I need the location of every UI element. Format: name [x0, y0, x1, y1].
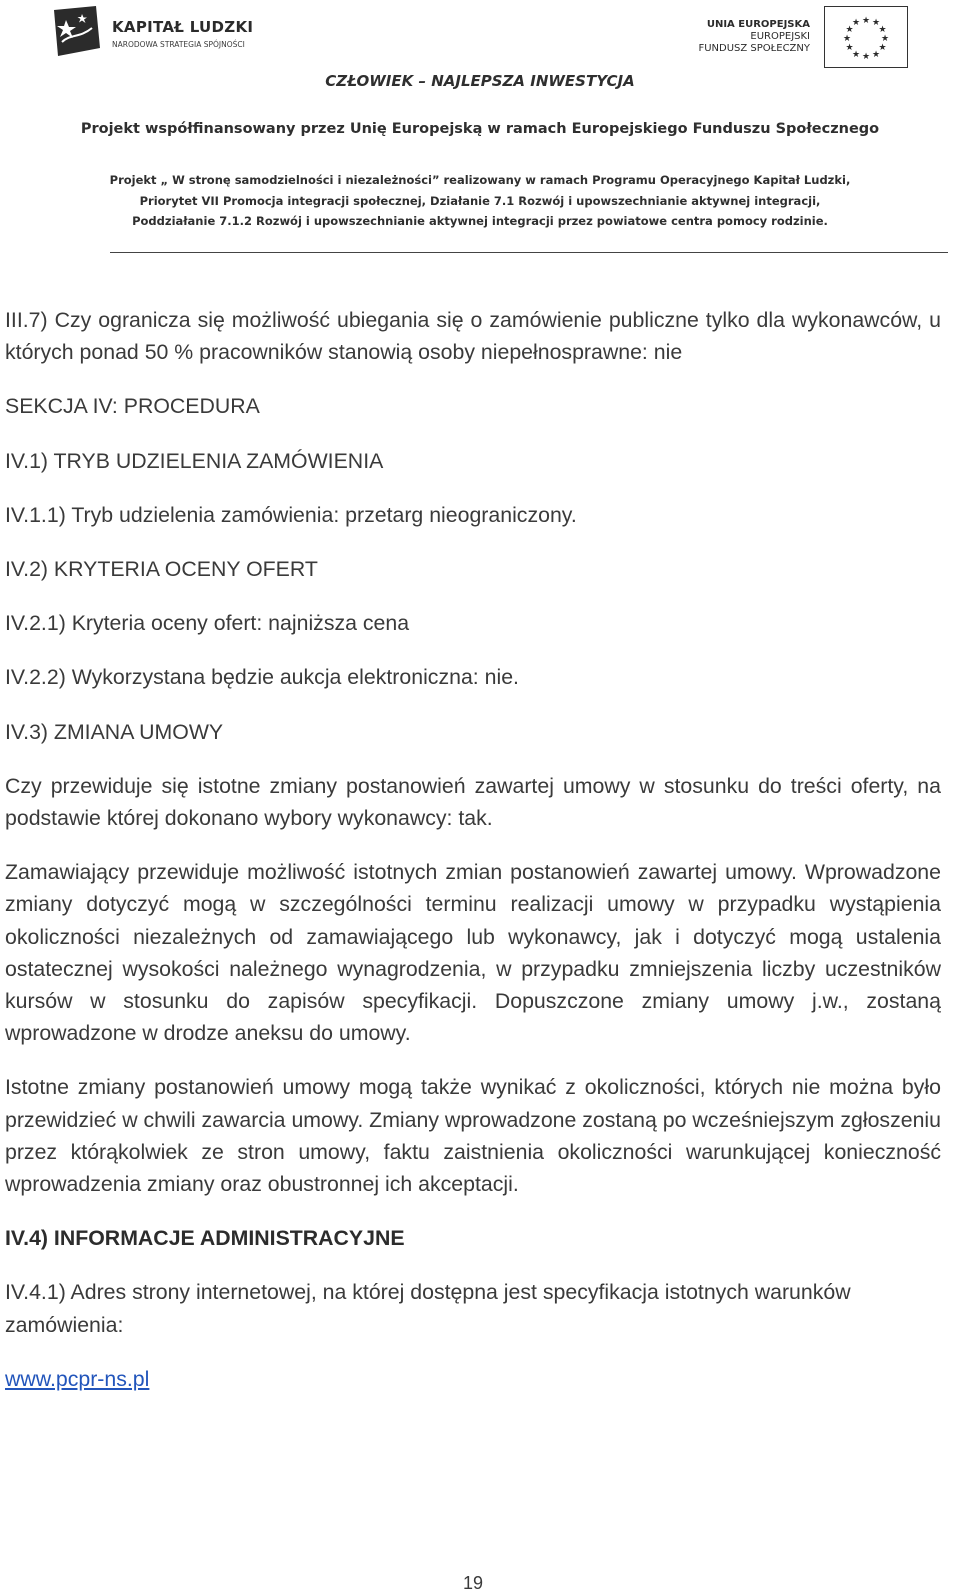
- svg-text:★: ★: [845, 25, 854, 35]
- header-project-details: [0, 170, 960, 232]
- heading-iv-2: IV.2) KRYTERIA OCENY OFERT: [5, 557, 318, 582]
- header-motto: CZŁOWIEK – NAJLEPSZA INWESTYCJA: [325, 72, 635, 90]
- eu-line-3: FUNDUSZ SPOŁECZNY: [698, 43, 810, 54]
- item-iv-1-1: IV.1.1) Tryb udzielenia zamówienia: przetarg nieograniczony.: [5, 502, 577, 527]
- svg-text:★: ★: [861, 16, 871, 26]
- heading-iv-1: IV.1) TRYB UDZIELENIA ZAMÓWIENIA: [5, 448, 384, 473]
- svg-text:★: ★: [880, 34, 890, 44]
- svg-text:★: ★: [871, 18, 881, 28]
- header-detail-line: Priorytet VII Promocja integracji społecznej, Działanie 7.1 Rozwój i upowszechnianie aktywnej integracji,: [139, 193, 821, 208]
- document-header: [0, 0, 960, 262]
- svg-text:★: ★: [878, 25, 887, 35]
- header-project-line: Projekt współfinansowany przez Unię Europejską w ramach Europejskiego Funduszu Społecznego: [80, 121, 880, 137]
- paragraph-change-conditions: Zamawiający przewiduje możliwość istotnych zmian postanowień zawartej umowy. Wprowadzone zmiany dotyczyć mogą w szczególności terminu realizacji umowy w przypadku wystąpienia okoliczności niezależnych od zamawiającego lub wykonawcy, jak i dotyczyć mogą ustalenia ostatecznej wysokości należnego wynagrodzenia, w przypadku zmniejszenia liczby uczestników kursów w stosunku do zapisów specyfikacji. Dopuszczone zmiany umowy j.w., zostaną wprowadzone w drodze aneksu do umowy.: [5, 860, 941, 1046]
- header-divider: [110, 252, 948, 253]
- kapital-ludzki-title: KAPITAŁ LUDZKI: [112, 18, 254, 36]
- svg-text:★: ★: [861, 52, 871, 62]
- header-detail-line: Poddziałanie 7.1.2 Rozwój i upowszechnianie aktywnej integracji przez powiatowe centra pomocy rodzinie.: [132, 214, 828, 228]
- svg-text:★: ★: [842, 34, 852, 44]
- svg-text:★: ★: [845, 43, 854, 53]
- heading-iv-4: IV.4) INFORMACJE ADMINISTRACYJNE: [5, 1226, 405, 1251]
- paragraph-change-question: Czy przewiduje się istotne zmiany postanowień zawartej umowy w stosunku do treści oferty, na podstawie której dokonano wybory wykonawcy: tak.: [5, 773, 941, 831]
- section-heading: SEKCJA IV: PROCEDURA: [5, 394, 260, 419]
- kapital-ludzki-logo: [52, 4, 282, 58]
- paragraph-change-circumstances: Istotne zmiany postanowień umowy mogą także wynikać z okoliczności, których nie można było przewidzieć w chwili zawarcia umowy. Zmiany wprowadzone zostaną po wcześniejszym zgłoszeniu przez którąkolwiek ze stron umowy, faktu zaistnienia okoliczności warunkującej konieczność wprowadzenia zmiany oraz obustronnej ich akceptacji.: [5, 1075, 941, 1197]
- document-body: [5, 304, 941, 1395]
- item-iv-2-1: IV.2.1) Kryteria oceny ofert: najniższa cena: [5, 611, 410, 636]
- page-number: 19: [462, 1573, 484, 1593]
- svg-text:★: ★: [878, 43, 887, 53]
- kapital-ludzki-subtitle: NARODOWA STRATEGIA SPÓJNOŚCI: [112, 40, 245, 49]
- specification-url-link[interactable]: www.pcpr-ns.pl: [5, 1366, 150, 1391]
- svg-text:★: ★: [871, 50, 881, 60]
- svg-text:★: ★: [851, 50, 861, 60]
- svg-text:★: ★: [851, 18, 861, 28]
- heading-iv-3: IV.3) ZMIANA UMOWY: [5, 719, 224, 744]
- eu-logo: [690, 4, 910, 70]
- header-detail-line: Projekt „ W stronę samodzielności i niezależności” realizowany w ramach Programu Operacyjnego Kapitał Ludzki,: [109, 173, 851, 187]
- item-iv-2-2: IV.2.2) Wykorzystana będzie aukcja elektroniczna: nie.: [5, 665, 519, 690]
- eu-flag-icon: [824, 6, 908, 68]
- eu-line-2: EUROPEJSKI: [750, 31, 810, 42]
- kapital-ludzki-emblem-icon: [52, 4, 102, 58]
- paragraph-iii-7: III.7) Czy ogranicza się możliwość ubiegania się o zamówienie publiczne tylko dla wykonawców, u których ponad 50 % pracowników stanowią osoby niepełnosprawne: nie: [5, 308, 941, 365]
- eu-logo-text: [698, 19, 810, 55]
- eu-line-1: UNIA EUROPEJSKA: [706, 19, 810, 30]
- item-iv-4-1: IV.4.1) Adres strony internetowej, na której dostępna jest specyfikacja istotnych warunków zamówienia:: [5, 1280, 851, 1337]
